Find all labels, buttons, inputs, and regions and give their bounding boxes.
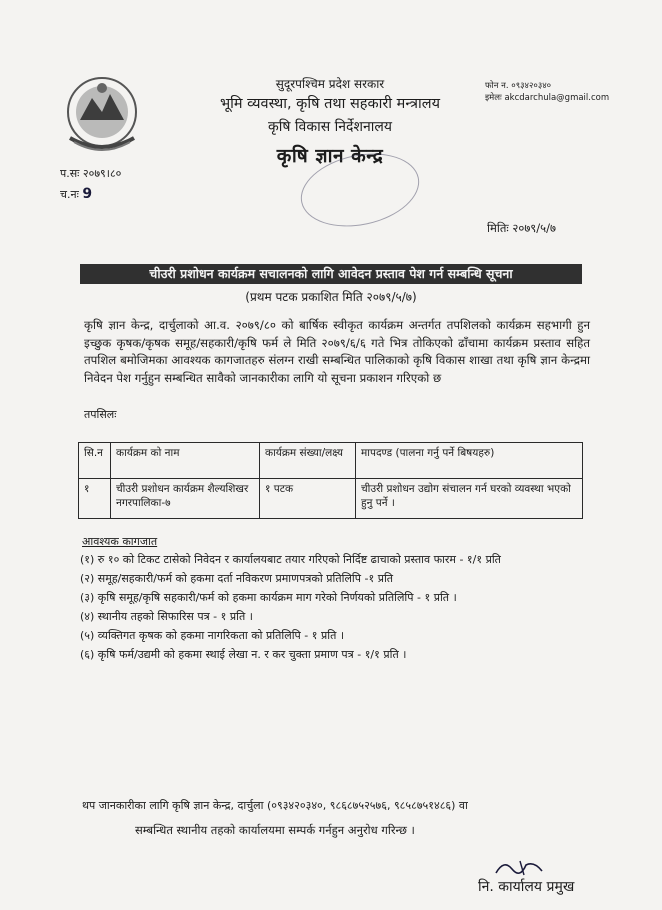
list-item: (६) कृषि फर्म/उद्यमी को हकमा स्थाई लेखा न. र कर चुक्ता प्रमाण पत्र - १/१ प्रति । [80, 648, 407, 661]
requirements-list [80, 550, 592, 664]
ministry-name: भूमि व्यवस्था, कृषि तथा सहकारी मन्त्रालय [219, 96, 441, 112]
list-item: (४) स्थानीय तहको सिफारिस पत्र - १ प्रति । [80, 610, 253, 623]
province-government: सुदूरपश्चिम प्रदेश सरकार [275, 77, 385, 91]
list-item: (३) कृषि समूह/कृषि सहकारी/फर्म को हकमा कार्यक्रम माग गरेको निर्णयको प्रतिलिपि - १ प्रति । [80, 591, 457, 604]
office-name: कृषि ज्ञान केन्द्र [276, 145, 384, 167]
table-cell: चीउरी प्रशोधन कार्यक्रम शैल्यशिखर नगरपालिका-७ [111, 479, 260, 519]
details-label: तपसिलः [84, 408, 117, 421]
table-cell: १ पटक [260, 479, 356, 519]
signature-icon [492, 855, 552, 879]
notice-body: कृषि ज्ञान केन्द्र, दार्चुलाको आ.व. २०७९/८० को बार्षिक स्वीकृत कार्यक्रम अन्तर्गत तपशिलको कार्यक्रम सहभागी हुन इच्छुक कृषक/कृषक समूह/सहकारी/कृषि फर्म ले मिति २०७९/६/६ गते भित्र तोकिएको ढाँचामा कार्यक्रम प्रस्ताव सहित तपशिल बमोजिमका आवश्यक कागजातहरु संलग्न राखी सम्बन्धित पालिकाको कृषि विकास शाखा तथा कृषि ज्ञान केन्द्रमा निवेदन पेश गर्नुहुन सम्बन्धित सावैको जानकारीका लागि यो सूचना प्रकाशन गरिएको छ [84, 318, 590, 385]
dispatch-label: च.नः [60, 188, 79, 201]
dispatch-number [60, 186, 92, 202]
contact-request: सम्बन्धित स्थानीय तहको कार्यालयमा सम्पर्क गर्नहुन अनुरोध गरिन्छ । [135, 823, 415, 837]
column-header: कार्यक्रम को नाम [111, 443, 260, 479]
requirements-heading: आवश्यक कागजात [82, 535, 158, 548]
table-row [79, 479, 583, 519]
column-header: कार्यक्रम संख्या/लक्ष्य [260, 443, 356, 479]
directorate-name: कृषि विकास निर्देशनालय [268, 119, 392, 135]
nepal-emblem-icon [58, 72, 146, 154]
dispatch-value: 9 [82, 186, 93, 202]
table-cell: १ [79, 479, 111, 519]
phone-number: फोन न. ०९३४२०३४० [485, 81, 552, 91]
contact-info: थप जानकारीका लागि कृषि ज्ञान केन्द्र, दार्चुला (०९३४२०३४०, ९८६८७५२५७६, ९८५८७५१४८६) वा [82, 799, 468, 812]
column-header: मापदण्ड (पालना गर्नु पर्ने बिषयहरु) [356, 443, 583, 479]
column-header: सि.न [79, 443, 111, 479]
notice-subtitle: (प्रथम पटक प्रकाशित मिति २०७९/५/७) [245, 290, 417, 304]
list-item: (५) व्यक्तिगत कृषक को हकमा नागरिकता को प्रतिलिपि - १ प्रति । [80, 629, 345, 642]
program-table [78, 442, 583, 519]
table-cell: चीउरी प्रशोधन उद्योग संचालन गर्न घरको व्यवस्था भएको हुनु पर्ने । [356, 479, 583, 519]
list-item: (२) समूह/सहकारी/फर्म को हकमा दर्ता नविकरण प्रमाणपत्रको प्रतिलिपि -१ प्रति [80, 572, 394, 585]
list-item: (१) रु १० को टिकट टासेको निवेदन र कार्यालयबाट तयार गरिएको निर्दिष्ट ढाचाको प्रस्ताव फारम - १/१ प्रति [80, 553, 501, 566]
letter-number: प.सः २०७९।८० [60, 167, 122, 180]
table-header-row [79, 443, 583, 479]
notice-date: मितिः २०७९/५/७ [487, 221, 556, 235]
email-address: इमेलः akcdarchula@gmail.com [485, 93, 610, 103]
signatory-title: नि. कार्यालय प्रमुख [478, 879, 575, 895]
notice-title: चीउरी प्रशोधन कार्यक्रम सचालनको लागि आवेदन प्रस्ताव पेश गर्न सम्बन्धि सूचना [80, 264, 582, 284]
